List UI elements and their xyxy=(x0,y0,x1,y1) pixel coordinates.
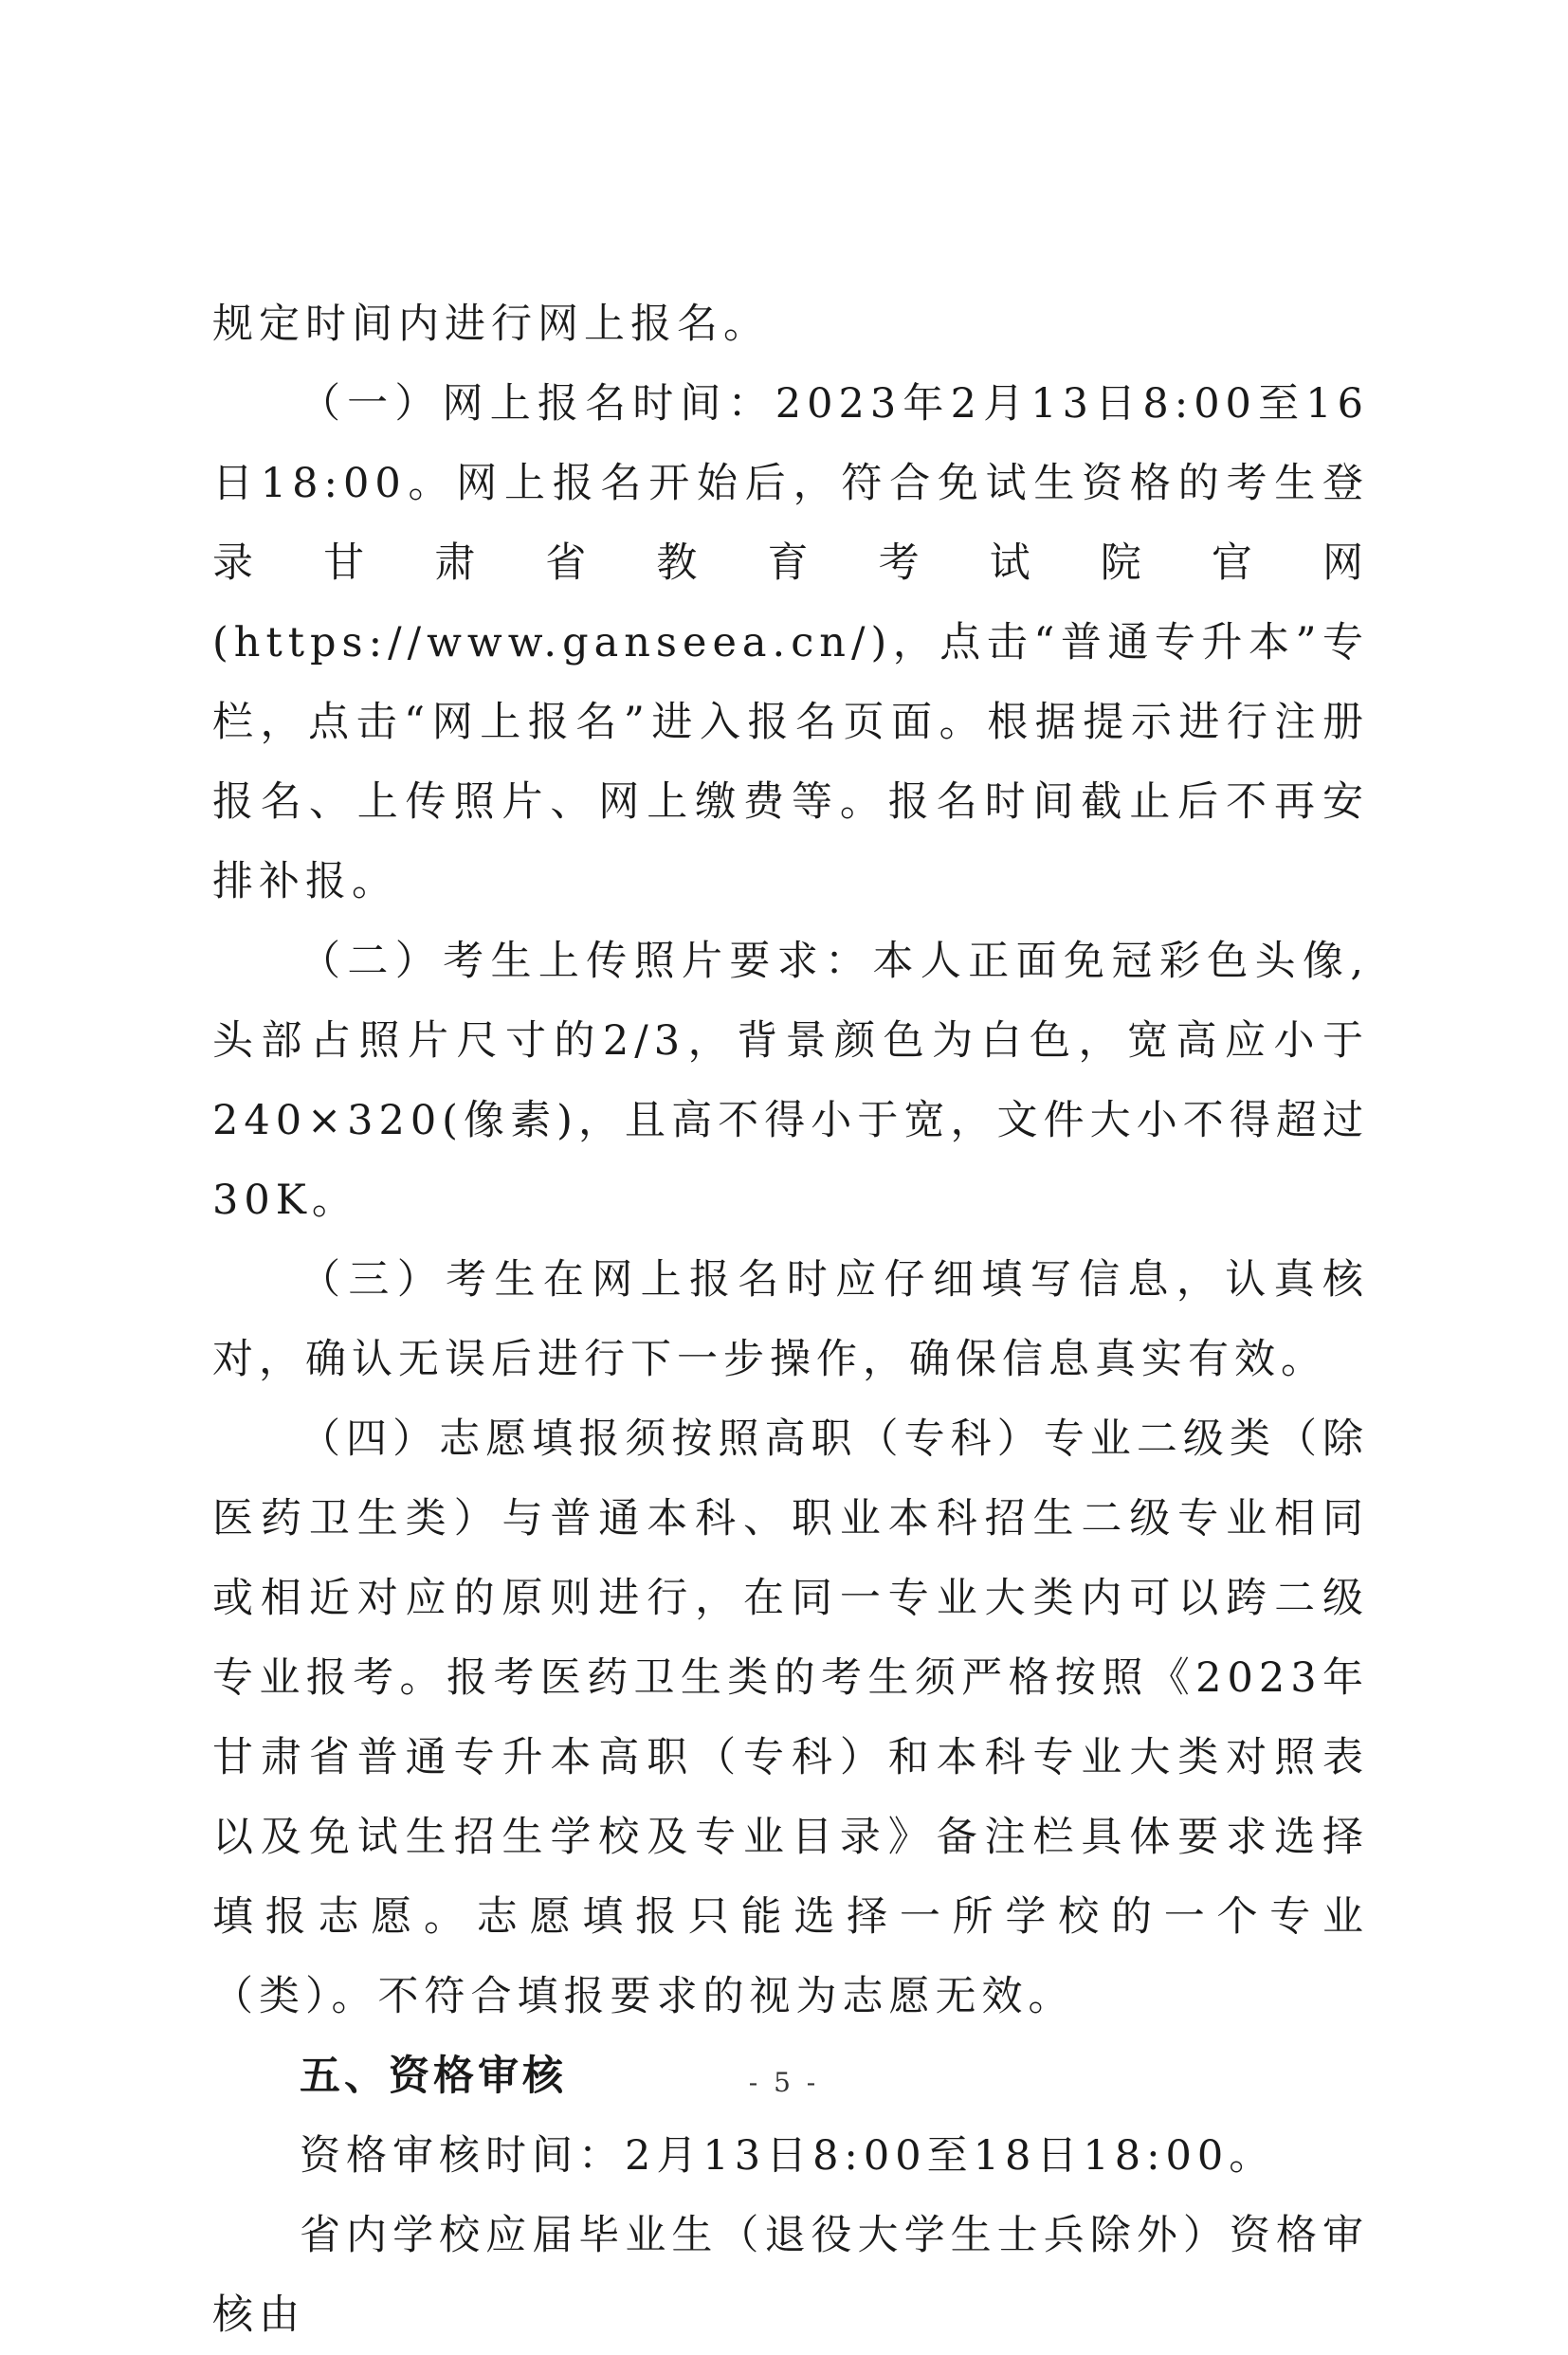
paragraph-volunteer-rules: （四）志愿填报须按照高职（专科）专业二级类（除医药卫生类）与普通本科、职业本科招生二级专业相同或相近对应的原则进行，在同一专业大类内可以跨二级专业报考。报考医药卫生类的考生须严格按照《2023年甘肃省普通专升本高职（专科）和本科专业大类对照表以及免试生招生学校及专业目录》备注栏具体要求选择填报志愿。志愿填报只能选择一所学校的一个专业（类）。不符合填报要求的视为志愿无效。 xyxy=(212,1415,1369,2020)
paragraph-review-time: 资格审核时间：2月13日8:00至18日18:00。 xyxy=(300,2132,1276,2180)
paragraph-fill-info: （三）考生在网上报名时应仔细填写信息，认真核对，确认无误后进行下一步操作，确保信息真实有效。 xyxy=(212,1256,1369,1383)
section-heading-qualification-review: 五、资格审核 xyxy=(300,2053,567,2100)
paragraph-review-process: 省内学校应届毕业生（退役大学生士兵除外）资格审核由 xyxy=(212,2212,1369,2339)
paragraph-registration-time: （一）网上报名时间：2023年2月13日8:00至16日18:00。网上报名开始后，符合免试生资格的考生登录甘肃省教育考试院官网(https://www.ganseea.cn/)，点击“普通专升本”专栏，点击“网上报名”进入报名页面。根据提示进行注册报名、上传照片、网上缴费等。报名时间截止后不再安排补报。 xyxy=(212,380,1369,905)
document-body xyxy=(212,284,1369,2355)
page-number: - 5 - xyxy=(748,2067,820,2098)
paragraph-continuation: 规定时间内进行网上报名。 xyxy=(212,301,770,348)
paragraph-photo-requirements: （二）考生上传照片要求：本人正面免冠彩色头像,头部占照片尺寸的2/3，背景颜色为白色，宽高应小于240×320(像素)，且高不得小于宽，文件大小不得超过30K。 xyxy=(212,938,1369,1224)
